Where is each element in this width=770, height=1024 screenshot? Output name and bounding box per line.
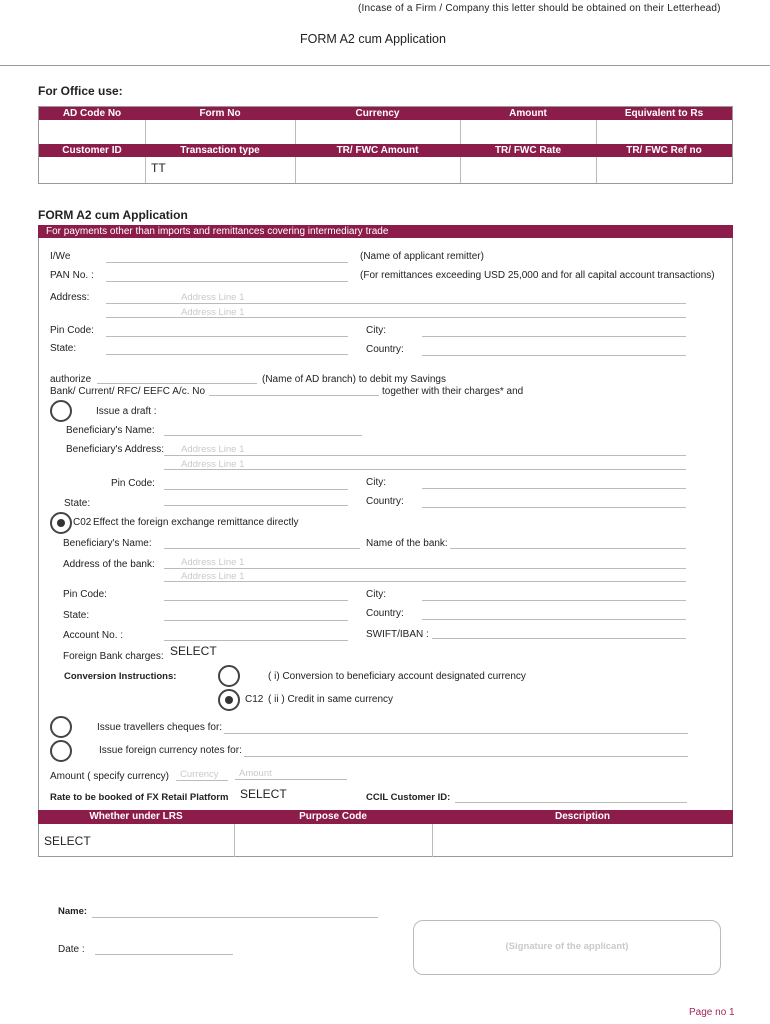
header-fwc-amount: TR/ FWC Amount: [336, 145, 419, 156]
address-line2-input[interactable]: Address Line 1: [181, 307, 245, 318]
form-banner-text: For payments other than imports and remittances covering intermediary trade: [46, 226, 389, 237]
draft-country-label: Country:: [366, 496, 404, 507]
remit-pin-input[interactable]: [164, 600, 348, 601]
draft-country-input[interactable]: [422, 507, 686, 508]
country-label: Country:: [366, 344, 404, 355]
conversion-option1-radio[interactable]: [218, 665, 240, 687]
form-banner: [38, 225, 733, 238]
page-number: Page no 1: [689, 1007, 735, 1018]
header-equivalent-rs: Equivalent to Rs: [624, 108, 704, 119]
remit-state-input[interactable]: [164, 620, 348, 621]
header-transaction-type: Transaction type: [180, 145, 260, 156]
bank-account-label: Bank/ Current/ RFC/ EEFC A/c. No: [50, 386, 206, 397]
draft-ben-address-label: Beneficiary's Address:: [66, 444, 165, 455]
remit-code: C02: [73, 517, 92, 528]
ccil-id-input[interactable]: [455, 802, 687, 803]
city-input[interactable]: [422, 336, 686, 337]
draft-state-label: State:: [64, 498, 91, 509]
header-currency: Currency: [355, 108, 400, 119]
office-table: [38, 106, 733, 184]
swift-label: SWIFT/IBAN :: [366, 629, 429, 640]
bank-name-input[interactable]: [450, 548, 686, 549]
draft-address-line2-underline: [164, 469, 686, 470]
customer-id-field[interactable]: [39, 157, 145, 183]
currency-underline: [176, 780, 228, 781]
state-input[interactable]: [106, 354, 348, 355]
applicant-name-input[interactable]: [106, 262, 348, 263]
footer-date-label: Date :: [58, 944, 85, 955]
remit-city-input[interactable]: [422, 600, 686, 601]
remit-state-label: State:: [63, 610, 90, 621]
lrs-header-purpose: Purpose Code: [299, 811, 367, 822]
title-divider: [0, 65, 770, 66]
signature-label: (Signature of the applicant): [505, 941, 629, 952]
draft-address-line1-underline: [164, 455, 686, 456]
header-customer-id: Customer ID: [62, 145, 122, 156]
bank-address-line2-underline: [164, 581, 686, 582]
conversion-option2-code: C12: [245, 694, 264, 705]
iwe-label: I/We: [50, 251, 71, 262]
remit-direct-label: Effect the foreign exchange remittance directly: [93, 517, 299, 528]
city-label: City:: [366, 325, 386, 336]
travellers-cheques-radio[interactable]: [50, 716, 72, 738]
bank-account-input[interactable]: [209, 395, 379, 396]
swift-input[interactable]: [432, 638, 686, 639]
foreign-charges-select[interactable]: SELECT: [170, 644, 217, 658]
office-input-row-1: [39, 120, 732, 144]
ccil-id-label: CCIL Customer ID:: [366, 792, 451, 803]
header-amount: Amount: [509, 108, 547, 119]
bank-name-label: Name of the bank:: [366, 538, 448, 549]
travellers-cheques-label: Issue travellers cheques for:: [97, 722, 223, 733]
draft-address-line2-input[interactable]: Address Line 1: [181, 459, 245, 470]
state-label: State:: [50, 343, 77, 354]
transaction-type-value: TT: [151, 161, 166, 175]
pan-input[interactable]: [106, 281, 348, 282]
remit-country-label: Country:: [366, 608, 404, 619]
amount-currency-label: Amount ( specify currency): [50, 771, 169, 782]
lrs-row: [38, 824, 733, 857]
draft-ben-name-input[interactable]: [164, 435, 362, 436]
office-header-row-1: [39, 107, 732, 120]
draft-state-input[interactable]: [164, 505, 348, 506]
country-input[interactable]: [422, 355, 686, 356]
conversion-option1-label: ( i) Conversion to beneficiary account designated currency: [268, 671, 526, 682]
address-line1-input[interactable]: Address Line 1: [181, 292, 245, 303]
remit-country-input[interactable]: [422, 619, 686, 620]
office-header-row-2: [39, 144, 732, 157]
fwc-ref-field[interactable]: [596, 157, 732, 183]
issue-draft-radio[interactable]: [50, 400, 72, 422]
bank-account-hint: together with their charges* and: [382, 386, 524, 397]
address-line1-underline: [106, 303, 686, 304]
header-form-no: Form No: [199, 108, 241, 119]
description-field[interactable]: [432, 824, 733, 857]
draft-ben-name-label: Beneficiary's Name:: [66, 425, 155, 436]
header-fwc-ref: TR/ FWC Ref no: [626, 145, 702, 156]
fwc-amount-field[interactable]: [295, 157, 460, 183]
form-section-heading: FORM A2 cum Application: [38, 208, 188, 222]
draft-pin-input[interactable]: [164, 489, 348, 490]
conversion-option2-radio[interactable]: [218, 689, 240, 711]
lrs-select[interactable]: [38, 824, 234, 857]
account-no-input[interactable]: [164, 640, 348, 641]
bank-address-label: Address of the bank:: [63, 559, 155, 570]
conversion-label: Conversion Instructions:: [64, 671, 177, 682]
issue-draft-label: Issue a draft :: [96, 406, 157, 417]
draft-address-line1-input[interactable]: Address Line 1: [181, 444, 245, 455]
draft-pin-label: Pin Code:: [111, 478, 155, 489]
transaction-type-field[interactable]: [145, 157, 295, 183]
amount-underline: [235, 779, 347, 780]
bank-address-line1-input[interactable]: Address Line 1: [181, 557, 245, 568]
purpose-code-field[interactable]: [234, 824, 432, 857]
address-line2-underline: [106, 317, 686, 318]
bank-address-line1-underline: [164, 568, 686, 569]
currency-notes-label: Issue foreign currency notes for:: [99, 745, 242, 756]
ad-code-field[interactable]: [39, 120, 145, 144]
lrs-header-lrs: Whether under LRS: [89, 811, 183, 822]
travellers-cheques-input[interactable]: [224, 733, 688, 734]
header-ad-code: AD Code No: [62, 108, 122, 119]
amount-input[interactable]: Amount: [239, 768, 272, 779]
office-input-row-2: [39, 157, 732, 183]
address-label: Address:: [50, 292, 90, 303]
account-no-label: Account No. :: [63, 630, 124, 641]
currency-input[interactable]: Currency: [180, 769, 219, 780]
lrs-select-value: SELECT: [44, 834, 91, 848]
letterhead-note: (Incase of a Firm / Company this letter should be obtained on their Letterhead): [358, 3, 721, 14]
currency-notes-radio[interactable]: [50, 740, 72, 762]
remit-city-label: City:: [366, 589, 386, 600]
signature-box[interactable]: [413, 920, 721, 975]
foreign-charges-label: Foreign Bank charges:: [63, 651, 164, 662]
remit-direct-radio[interactable]: [50, 512, 72, 534]
draft-city-input[interactable]: [422, 488, 686, 489]
remit-ben-name-label: Beneficiary's Name:: [63, 538, 152, 549]
currency-field[interactable]: [295, 120, 460, 144]
bank-address-line2-input[interactable]: Address Line 1: [181, 571, 245, 582]
remit-pin-label: Pin Code:: [63, 589, 107, 600]
lrs-header: [38, 810, 733, 824]
amount-field[interactable]: [460, 120, 596, 144]
currency-notes-input[interactable]: [244, 756, 688, 757]
rate-platform-label: Rate to be booked of FX Retail Platform: [50, 792, 229, 803]
remit-ben-name-input[interactable]: [164, 548, 360, 549]
pin-code-input[interactable]: [106, 336, 348, 337]
office-use-heading: For Office use:: [38, 84, 123, 98]
footer-name-label: Name:: [58, 906, 88, 917]
ad-branch-input[interactable]: [97, 383, 257, 384]
footer-date-input[interactable]: [95, 954, 233, 955]
pan-label: PAN No. :: [50, 270, 94, 281]
equivalent-rs-field[interactable]: [596, 120, 732, 144]
applicant-name-hint: (Name of applicant remitter): [360, 251, 484, 262]
header-fwc-rate: TR/ FWC Rate: [494, 145, 562, 156]
authorize-hint: (Name of AD branch) to debit my Savings: [262, 374, 446, 385]
authorize-label: authorize: [50, 374, 92, 385]
page-title: FORM A2 cum Application: [300, 32, 446, 46]
lrs-header-description: Description: [554, 811, 610, 822]
draft-city-label: City:: [366, 477, 386, 488]
pin-code-label: Pin Code:: [50, 325, 94, 336]
fwc-rate-field[interactable]: [460, 157, 596, 183]
pan-hint: (For remittances exceeding USD 25,000 and for all capital account transactions): [360, 270, 715, 281]
rate-platform-select[interactable]: SELECT: [240, 787, 287, 801]
footer-name-input[interactable]: [92, 917, 378, 918]
form-no-field[interactable]: [145, 120, 295, 144]
conversion-option2-label: ( ii ) Credit in same currency: [268, 694, 394, 705]
